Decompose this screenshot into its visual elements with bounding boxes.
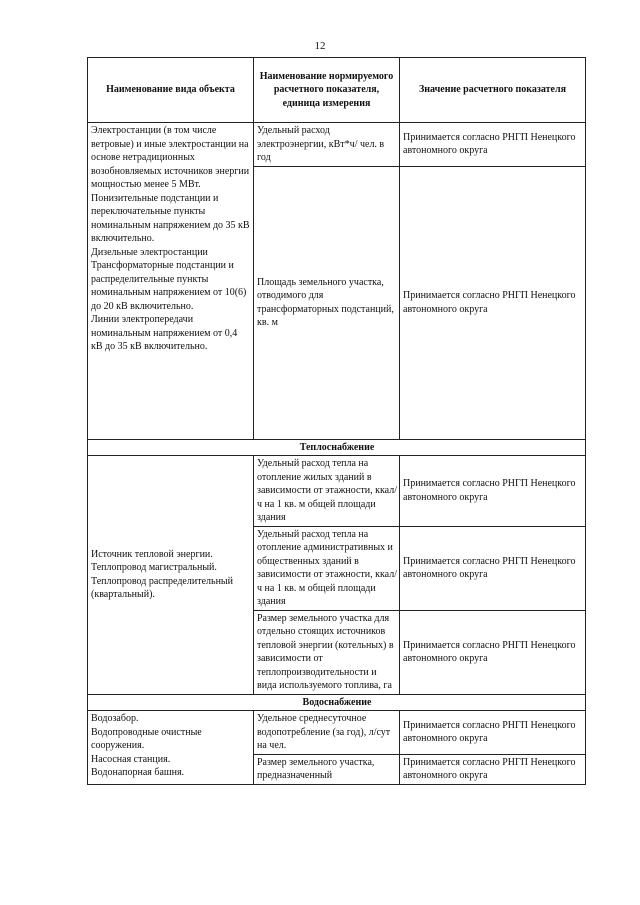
energy-value-1: Принимается согласно РНГП Ненецкого автономного округа	[400, 123, 586, 167]
table-header-row	[88, 58, 586, 123]
section-title-water: Водоснабжение	[88, 694, 586, 711]
energy-object-cell: Электростанции (в том числе ветровые) и иные электростанции на основе нетрадиционных возобновляемых источников энергии мощностью менее 5 МВт. Понизительные подстанции и переключательные пункты номинальным напряжением до 35 кВ включительно. Дизельные электростанции Трансформаторные подстанции и распределительные пункты номинальным напряжением от 10(6) до 20 кВ включительно. Линии электропередачи номинальным напряжением от 0,4 кВ до 35 кВ включительно.	[88, 123, 254, 440]
heat-value-2: Принимается согласно РНГП Ненецкого автономного округа	[400, 526, 586, 610]
water-indicator-1: Удельное среднесуточное водопотребление (за год), л/сут на чел.	[254, 711, 400, 755]
section-row-heat	[88, 439, 586, 456]
water-indicator-2: Размер земельного участка, предназначенный	[254, 754, 400, 784]
table-row	[88, 123, 586, 167]
heat-value-3: Принимается согласно РНГП Ненецкого автономного округа	[400, 610, 586, 694]
section-title-heat: Теплоснабжение	[88, 439, 586, 456]
page-number: 12	[314, 40, 326, 52]
water-object-cell: Водозабор. Водопроводные очистные сооружения. Насосная станция. Водонапорная башня.	[88, 711, 254, 785]
heat-object-cell: Источник тепловой энергии. Теплопровод магистральный. Теплопровод распределительный (квартальный).	[88, 456, 254, 695]
water-value-2: Принимается согласно РНГП Ненецкого автономного округа	[400, 754, 586, 784]
heat-indicator-3: Размер земельного участка для отдельно стоящих источников тепловой энергии (котельных) в зависимости от теплопроизводительности и вида используемого топлива, га	[254, 610, 400, 694]
water-value-1: Принимается согласно РНГП Ненецкого автономного округа	[400, 711, 586, 755]
header-value: Значение расчетного показателя	[400, 58, 586, 123]
heat-indicator-1: Удельный расход тепла на отопление жилых зданий в зависимости от этажности, ккал/ч на 1 кв. м общей площади здания	[254, 456, 400, 527]
energy-indicator-1: Удельный расход электроэнергии, кВт*ч/ чел. в год	[254, 123, 400, 167]
norms-table	[87, 57, 586, 785]
energy-indicator-2: Площадь земельного участка, отводимого для трансформаторных подстанций, кв. м	[254, 166, 400, 439]
heat-indicator-2: Удельный расход тепла на отопление административных и общественных зданий в зависимости от этажности, ккал/ч на 1 кв. м общей площади здания	[254, 526, 400, 610]
energy-value-2: Принимается согласно РНГП Ненецкого автономного округа	[400, 166, 586, 439]
heat-value-1: Принимается согласно РНГП Ненецкого автономного округа	[400, 456, 586, 527]
table-row	[88, 711, 586, 755]
section-row-water	[88, 694, 586, 711]
table-row	[88, 456, 586, 527]
header-indicator: Наименование нормируемого расчетного показателя, единица измерения	[254, 58, 400, 123]
header-object-type: Наименование вида объекта	[88, 58, 254, 123]
